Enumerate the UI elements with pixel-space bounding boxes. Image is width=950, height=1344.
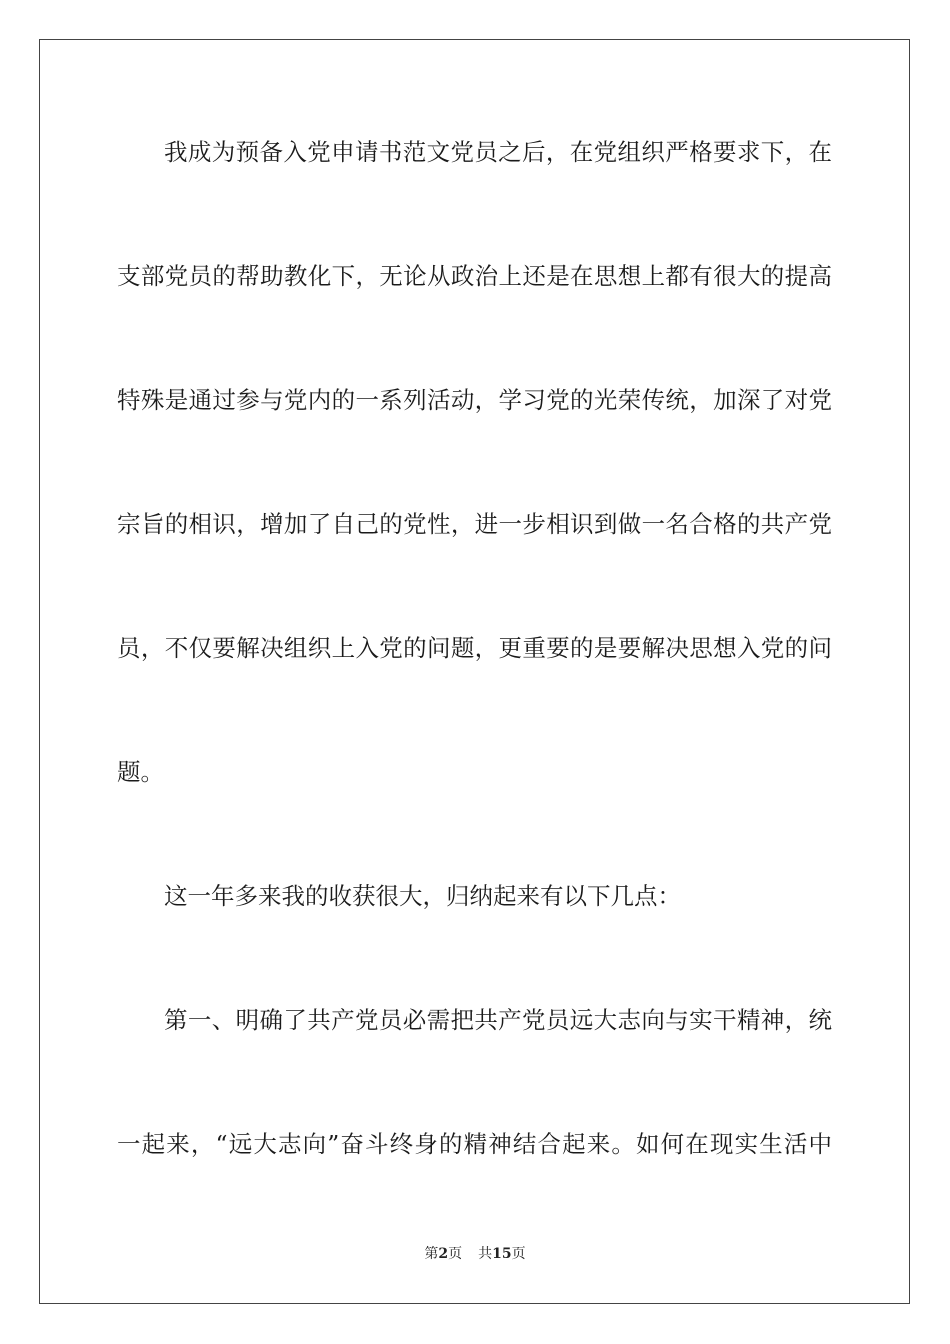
paragraph-line-2: 支部党员的帮助教化下，无论从政治上还是在思想上都有很大的提高 xyxy=(117,262,832,290)
page-border xyxy=(39,39,910,1304)
total-prefix: 共 xyxy=(478,1246,493,1262)
page-prefix: 第 xyxy=(424,1246,439,1262)
paragraph-line-9: 一起来，“远大志向”奋斗终身的精神结合起来。如何在现实生活中 xyxy=(117,1130,832,1158)
total-unit: 页 xyxy=(511,1246,526,1262)
page-current: 2 xyxy=(438,1246,449,1262)
paragraph-line-3: 特殊是通过参与党内的一系列活动，学习党的光荣传统，加深了对党 xyxy=(117,386,832,414)
paragraph-line-4: 宗旨的相识，增加了自己的党性，进一步相识到做一名合格的共产党 xyxy=(117,510,832,538)
paragraph-line-6: 题。 xyxy=(117,758,164,786)
page-total: 15 xyxy=(492,1246,512,1262)
paragraph-line-5: 员，不仅要解决组织上入党的问题，更重要的是要解决思想入党的问 xyxy=(117,634,832,662)
paragraph-line-7: 这一年多来我的收获很大，归纳起来有以下几点： xyxy=(164,882,681,910)
paragraph-line-8: 第一、明确了共产党员必需把共产党员远大志向与实干精神，统 xyxy=(164,1006,832,1034)
paragraph-line-1: 我成为预备入党申请书范文党员之后，在党组织严格要求下，在 xyxy=(164,138,832,166)
page-footer xyxy=(0,1244,950,1264)
page-unit: 页 xyxy=(448,1246,463,1262)
